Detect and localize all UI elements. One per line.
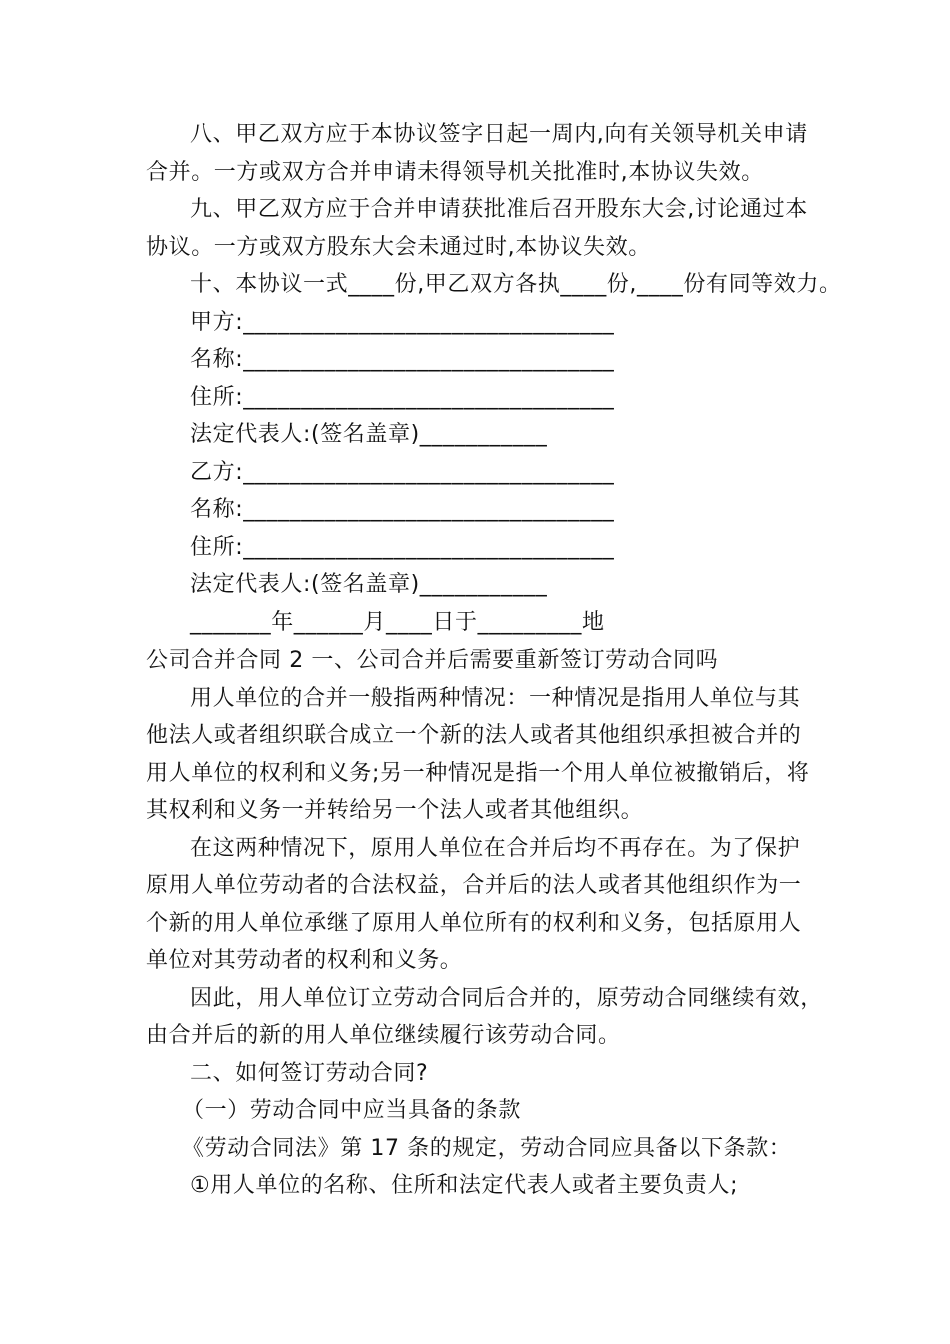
party-b-field: 乙方:________________________________ [190,460,615,485]
paragraph-line: 《劳动合同法》第 17 条的规定，劳动合同应具备以下条款： [182,1136,792,1161]
clause-9-line-1: 九、甲乙双方应于合并申请获批准后召开股东大会,讨论通过本 [190,197,808,222]
paragraph-line: 他法人或者组织联合成立一个新的法人或者其他组织承担被合并的 [146,723,802,748]
party-a-address-field: 住所:________________________________ [190,385,615,410]
party-a-field: 甲方:________________________________ [190,310,615,335]
party-b-name-field: 名称:________________________________ [190,497,615,522]
paragraph-line: 由合并后的新的用人单位继续履行该劳动合同。 [146,1023,621,1048]
clause-8-line-2: 合并。一方或双方合并申请未得领导机关批准时,本协议失效。 [146,160,764,185]
list-item: ①用人单位的名称、住所和法定代表人或者主要负责人; [190,1173,739,1198]
party-a-representative-field: 法定代表人:(签名盖章)___________ [190,422,548,447]
paragraph-line: 在这两种情况下，原用人单位在合并后均不再存在。为了保护 [190,836,801,861]
party-a-name-field: 名称:________________________________ [190,347,615,372]
clause-8-line-1: 八、甲乙双方应于本协议签字日起一周内,向有关领导机关申请 [190,122,808,147]
paragraph-line: 个新的用人单位承继了原用人单位所有的权利和义务，包括原用人 [146,911,802,936]
clause-10: 十、本协议一式____份,甲乙双方各执____份,____份有同等效力。 [190,272,842,297]
date-place-field: _______年______月____日于_________地 [190,610,605,635]
paragraph-line: 因此，用人单位订立劳动合同后合并的，原劳动合同继续有效， [190,986,823,1011]
clause-9-line-2: 协议。一方或双方股东大会未通过时,本协议失效。 [146,235,651,260]
party-b-address-field: 住所:________________________________ [190,535,615,560]
paragraph-line: 用人单位的合并一般指两种情况：一种情况是指用人单位与其 [190,686,801,711]
section-heading: 公司合并合同 2 一、公司合并后需要重新签订劳动合同吗 [146,648,719,673]
party-b-representative-field: 法定代表人:(签名盖章)___________ [190,572,548,597]
subheading: 二、如何签订劳动合同? [190,1061,429,1086]
paragraph-line: 单位对其劳动者的权利和义务。 [146,948,463,973]
subheading: （一）劳动合同中应当具备的条款 [182,1098,522,1123]
paragraph-line: 用人单位的权利和义务;另一种情况是指一个用人单位被撤销后，将 [146,761,810,786]
paragraph-line: 原用人单位劳动者的合法权益，合并后的法人或者其他组织作为一 [146,873,802,898]
paragraph-line: 其权利和义务一并转给另一个法人或者其他组织。 [146,798,644,823]
